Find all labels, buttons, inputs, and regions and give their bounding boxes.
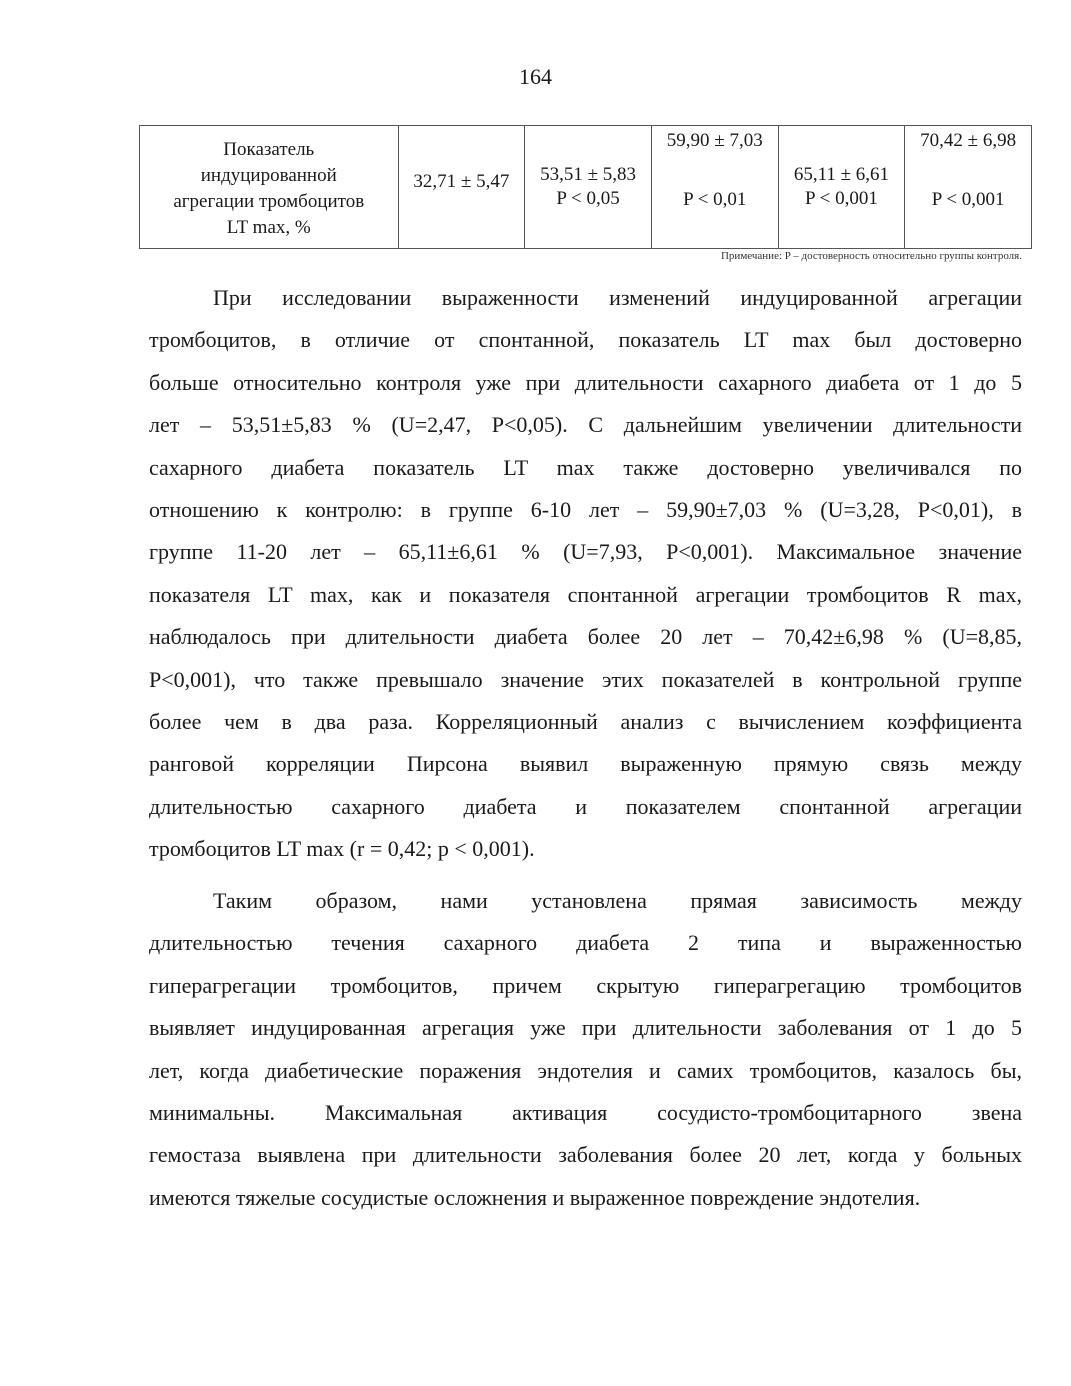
text-line: показателя LT max, как и показателя спонтанной агрегации тромбоцитов R max, xyxy=(149,581,1022,607)
data-table xyxy=(139,125,1032,249)
label-line: индуцированной xyxy=(200,165,337,186)
group-1-5-value: 53,51 ± 5,83 xyxy=(540,164,637,185)
group-1-5-cell xyxy=(525,126,652,249)
control-cell xyxy=(398,126,525,249)
group-11-20-cell xyxy=(778,126,905,249)
group-11-20-p: P < 0,001 xyxy=(805,188,878,209)
text-line: P<0,001), что также превышало значение этих показателей в контрольной группе xyxy=(149,666,1022,692)
control-value: 32,71 ± 5,47 xyxy=(413,171,510,192)
text-line: длительностью течения сахарного диабета 2 типа и выраженностью xyxy=(149,930,1022,956)
group-11-20-value: 65,11 ± 6,61 xyxy=(793,164,890,185)
group-1-5-p: P < 0,05 xyxy=(556,188,620,209)
text-line: гемостаза выявлена при длительности заболевания более 20 лет, когда у больных xyxy=(149,1142,1022,1168)
label-line: агрегации тромбоцитов xyxy=(173,191,365,212)
text-line: лет – 53,51±5,83 % (U=2,47, P<0,05). С дальнейшим увеличении длительности xyxy=(149,412,1022,438)
group-6-10-p: P < 0,01 xyxy=(683,189,747,210)
text-line: гиперагрегации тромбоцитов, причем скрытую гиперагрегацию тромбоцитов xyxy=(149,972,1022,998)
text-line: имеются тяжелые сосудистые осложнения и выраженное повреждение эндотелия. xyxy=(149,1184,921,1210)
group-20plus-value: 70,42 ± 6,98 xyxy=(920,130,1017,151)
table-row xyxy=(140,126,1032,249)
text-line: группе 11-20 лет – 65,11±6,61 % (U=7,93, P<0,001). Максимальное значение xyxy=(149,539,1022,565)
text-line: При исследовании выраженности изменений индуцированной агрегации xyxy=(213,285,1022,310)
text-line: лет, когда диабетические поражения эндотелия и самих тромбоцитов, казалось бы, xyxy=(149,1057,1022,1083)
table-row-label xyxy=(140,126,399,249)
text-line: ранговой корреляции Пирсона выявил выраженную прямую связь между xyxy=(149,751,1022,777)
group-6-10-value: 59,90 ± 7,03 xyxy=(666,130,763,151)
label-line: LT max, % xyxy=(226,217,311,238)
text-line: минимальны. Максимальная активация сосудисто-тромбоцитарного звена xyxy=(149,1100,1022,1126)
text-line: больше относительно контроля уже при длительности сахарного диабета от 1 до 5 xyxy=(149,369,1022,395)
text-line: наблюдалось при длительности диабета более 20 лет – 70,42±6,98 % (U=8,85, xyxy=(149,624,1022,650)
text-line: отношению к контролю: в группе 6-10 лет – 59,90±7,03 % (U=3,28, P<0,01), в xyxy=(149,497,1022,523)
text-line: тромбоцитов LT max (r = 0,42; p < 0,001). xyxy=(149,836,535,862)
text-line: Таким образом, нами установлена прямая зависимость между xyxy=(213,888,1022,913)
page-number: 164 xyxy=(519,64,552,89)
text-line: более чем в два раза. Корреляционный анализ с вычислением коэффициента xyxy=(149,709,1022,735)
text-line: длительностью сахарного диабета и показателем спонтанной агрегации xyxy=(149,793,1022,819)
text-line: выявляет индуцированная агрегация уже при длительности заболевания от 1 до 5 xyxy=(149,1015,1022,1041)
paragraph-1 xyxy=(149,277,1022,871)
text-line: тромбоцитов, в отличие от спонтанной, показатель LT max был достоверно xyxy=(149,327,1022,353)
group-20plus-cell xyxy=(905,126,1032,249)
text-line: сахарного диабета показатель LT max также достоверно увеличивался по xyxy=(149,454,1022,480)
group-6-10-cell xyxy=(651,126,778,249)
table-note: Примечание: P – достоверность относительно группы контроля. xyxy=(720,250,1022,262)
paragraph-2 xyxy=(149,880,1022,1219)
label-line: Показатель xyxy=(223,139,315,160)
group-20plus-p: P < 0,001 xyxy=(931,189,1005,210)
